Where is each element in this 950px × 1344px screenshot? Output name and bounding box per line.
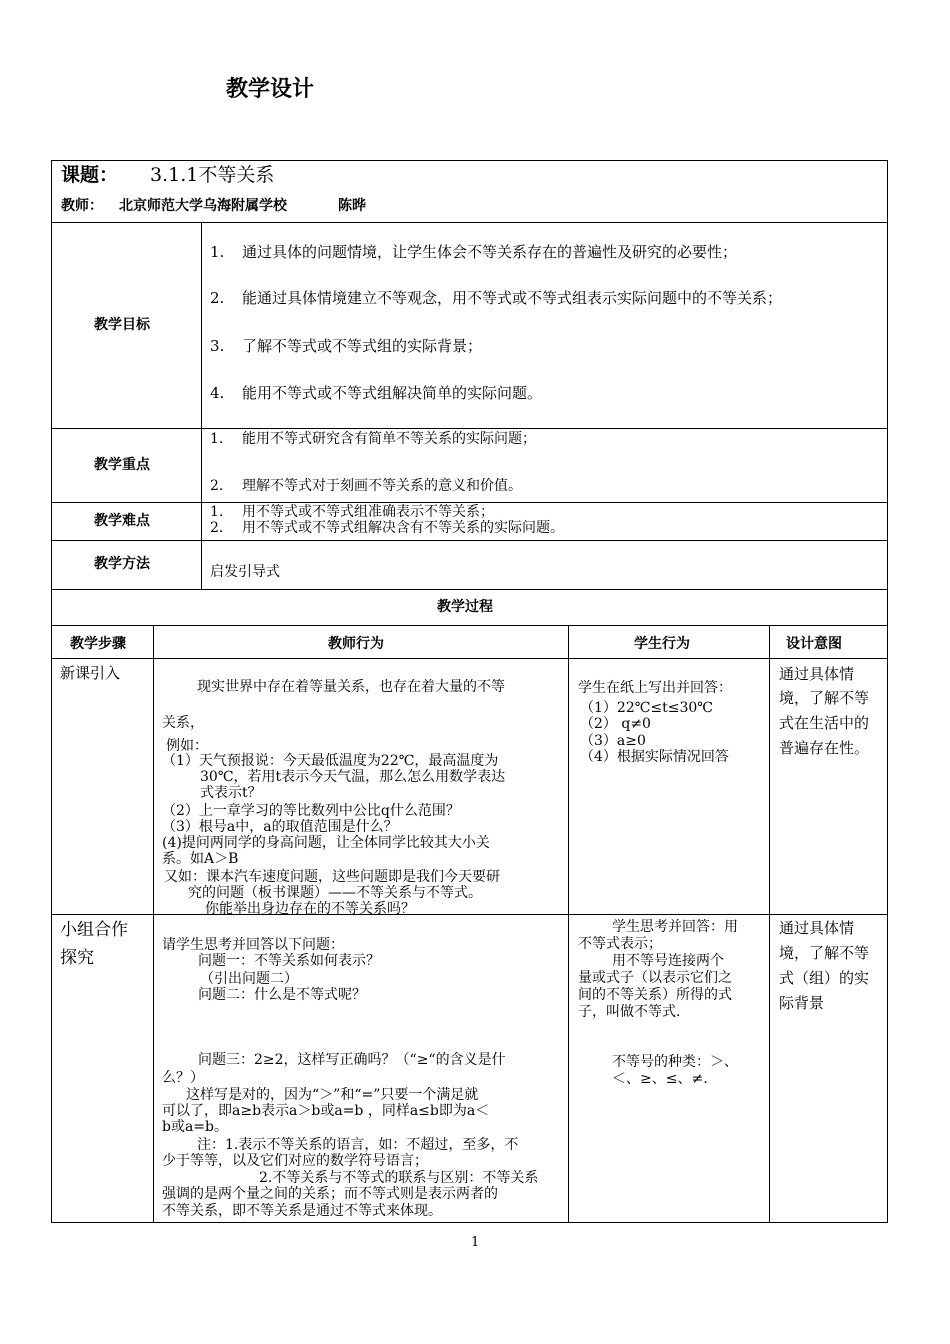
teacher-line: 么？） [162,1070,204,1086]
key-points-label: 教学重点 [94,457,150,473]
teacher-line: 系。如A＞B [162,851,239,867]
teacher-line: b或a=b。 [162,1119,229,1135]
intent-line: 式（组）的实 [779,969,870,987]
list-item: 3. 了解不等式或不等式组的实际背景； [210,337,483,355]
teacher-line: 问题二：什么是不等式呢？ [198,987,366,1003]
teacher-line: 关系， [162,715,204,731]
table-line [51,502,888,503]
list-item: 1. 用不等式或不等式组准确表示不等关系； [210,504,494,520]
student-line: 间的不等关系）所得的式 [578,987,732,1003]
student-line: 学生思考并回答：用 [612,919,738,935]
goals-label: 教学目标 [94,317,150,333]
teacher-name: 陈晔 [338,198,366,214]
teacher-line: 强调的是两个量之间的关系；而不等式则是表示两者的 [162,1186,498,1202]
table-border-right [887,160,888,1223]
table-line [51,222,888,223]
header-student: 学生行为 [634,636,690,652]
teacher-label: 教师： [61,198,103,214]
student-line: 不等号的种类：＞、 [612,1054,738,1070]
teacher-line: 可以了，即a≥b表示a＞b或a=b ，同样a≤b即为a＜ [162,1103,490,1119]
student-line: （2） q≠0 [580,716,651,732]
teacher-line: 问题一：不等关系如何表示？ [198,953,380,969]
teacher-line: 你能举出身边存在的不等关系吗？ [205,901,415,917]
intent-line: 式在生活中的 [779,714,870,732]
topic-label: 课题： [61,164,119,186]
teacher-line: （1）天气预报说：今天最低温度为22℃，最高温度为 [162,753,499,769]
step-cell: 小组合作 [60,920,128,940]
intent-line: 境，了解不等 [779,944,870,962]
teacher-line: 例如： [166,738,208,754]
table-line [51,589,888,590]
student-line: （4）根据实际情况回答 [580,749,729,765]
teacher-line: 式表示t？ [200,785,262,801]
page-number: 1 [471,1235,480,1250]
topic-value: 3.1.1不等关系 [150,164,275,186]
teacher-line: 请学生思考并回答以下问题： [162,937,344,953]
student-line: ＜、≥、≤、≠. [612,1071,708,1087]
intent-line: 通过具体情 [779,665,855,683]
teacher-line: 这样写是对的，因为“＞”和“=”只要一个满足就 [186,1087,479,1103]
teacher-line: 不等关系，即不等关系是通过不等式来体现。 [162,1203,442,1219]
student-line: 不等式表示； [578,936,662,952]
table-border-left [51,160,52,1223]
table-line [51,658,888,659]
table-line [568,625,569,1223]
intent-line: 普遍存在性。 [779,739,870,757]
teacher-line: （2）上一章学习的等比数列中公比q什么范围？ [162,803,460,819]
method-value: 启发引导式 [210,564,280,580]
teacher-school: 北京师范大学乌海附属学校 [119,198,287,214]
header-step: 教学步骤 [70,636,126,652]
teacher-line: 问题三：2≥2，这样写正确吗？（“≥“的含义是什 [198,1052,506,1068]
student-line: （3）a≥0 [580,733,646,749]
step-cell: 新课引入 [60,664,121,682]
student-line: （1）22℃≤t≤30℃ [580,700,713,716]
step-cell: 探究 [60,948,94,968]
intent-line: 通过具体情 [779,919,855,937]
list-item: 1. 能用不等式研究含有简单不等关系的实际问题； [210,431,536,447]
table-line [51,625,888,626]
teacher-line: 究的问题（板书课题）——不等关系与不等式。 [188,885,482,901]
teacher-line: 30℃，若用t表示今天气温，那么怎么用数学表达 [200,769,506,785]
teacher-line: （引出问题二） [200,971,298,987]
table-line [51,160,888,161]
table-line [51,540,888,541]
intent-line: 际背景 [779,994,825,1012]
list-item: 2. 能通过具体情境建立不等观念，用不等式或不等式组表示实际问题中的不等关系； [210,289,783,307]
table-line [153,625,154,1223]
intent-line: 境，了解不等 [779,689,870,707]
student-line: 学生在纸上写出并回答： [578,680,732,696]
teacher-line: 少于等等，以及它们对应的数学符号语言； [162,1153,428,1169]
process-label: 教学过程 [437,599,493,615]
teacher-line: （3）根号a中，a的取值范围是什么？ [162,819,398,835]
list-item: 2. 理解不等式对于刻画不等关系的意义和价值。 [210,478,522,494]
table-line [769,625,770,1223]
table-line [51,1222,888,1223]
table-line [51,428,888,429]
difficulties-label: 教学难点 [94,513,150,529]
student-line: 子，叫做不等式. [578,1004,681,1020]
table-line [201,222,202,589]
teacher-line: 注：1.表示不等关系的语言，如：不超过，至多，不 [197,1137,519,1153]
method-label: 教学方法 [94,556,150,572]
list-item: 2. 用不等式或不等式组解决含有不等关系的实际问题。 [210,520,564,536]
teacher-line: 现实世界中存在着等量关系，也存在着大量的不等 [197,679,505,695]
table-line [51,914,888,915]
teacher-line: (4)提问两同学的身高问题，让全体同学比较其大小关 [162,835,490,851]
student-line: 用不等号连接两个 [612,953,724,969]
teacher-line: 又如：课本汽车速度问题，这些问题即是我们今天要研 [164,869,500,885]
document-title: 教学设计 [226,77,315,102]
student-line: 量或式子（以表示它们之 [578,970,732,986]
header-teacher: 教师行为 [328,636,384,652]
header-intent: 设计意图 [786,636,842,652]
list-item: 1. 通过具体的问题情境，让学生体会不等关系存在的普遍性及研究的必要性； [210,243,738,261]
list-item: 4. 能用不等式或不等式组解决简单的实际问题。 [210,384,543,402]
teacher-line: 2.不等关系与不等式的联系与区别：不等关系 [259,1170,539,1186]
